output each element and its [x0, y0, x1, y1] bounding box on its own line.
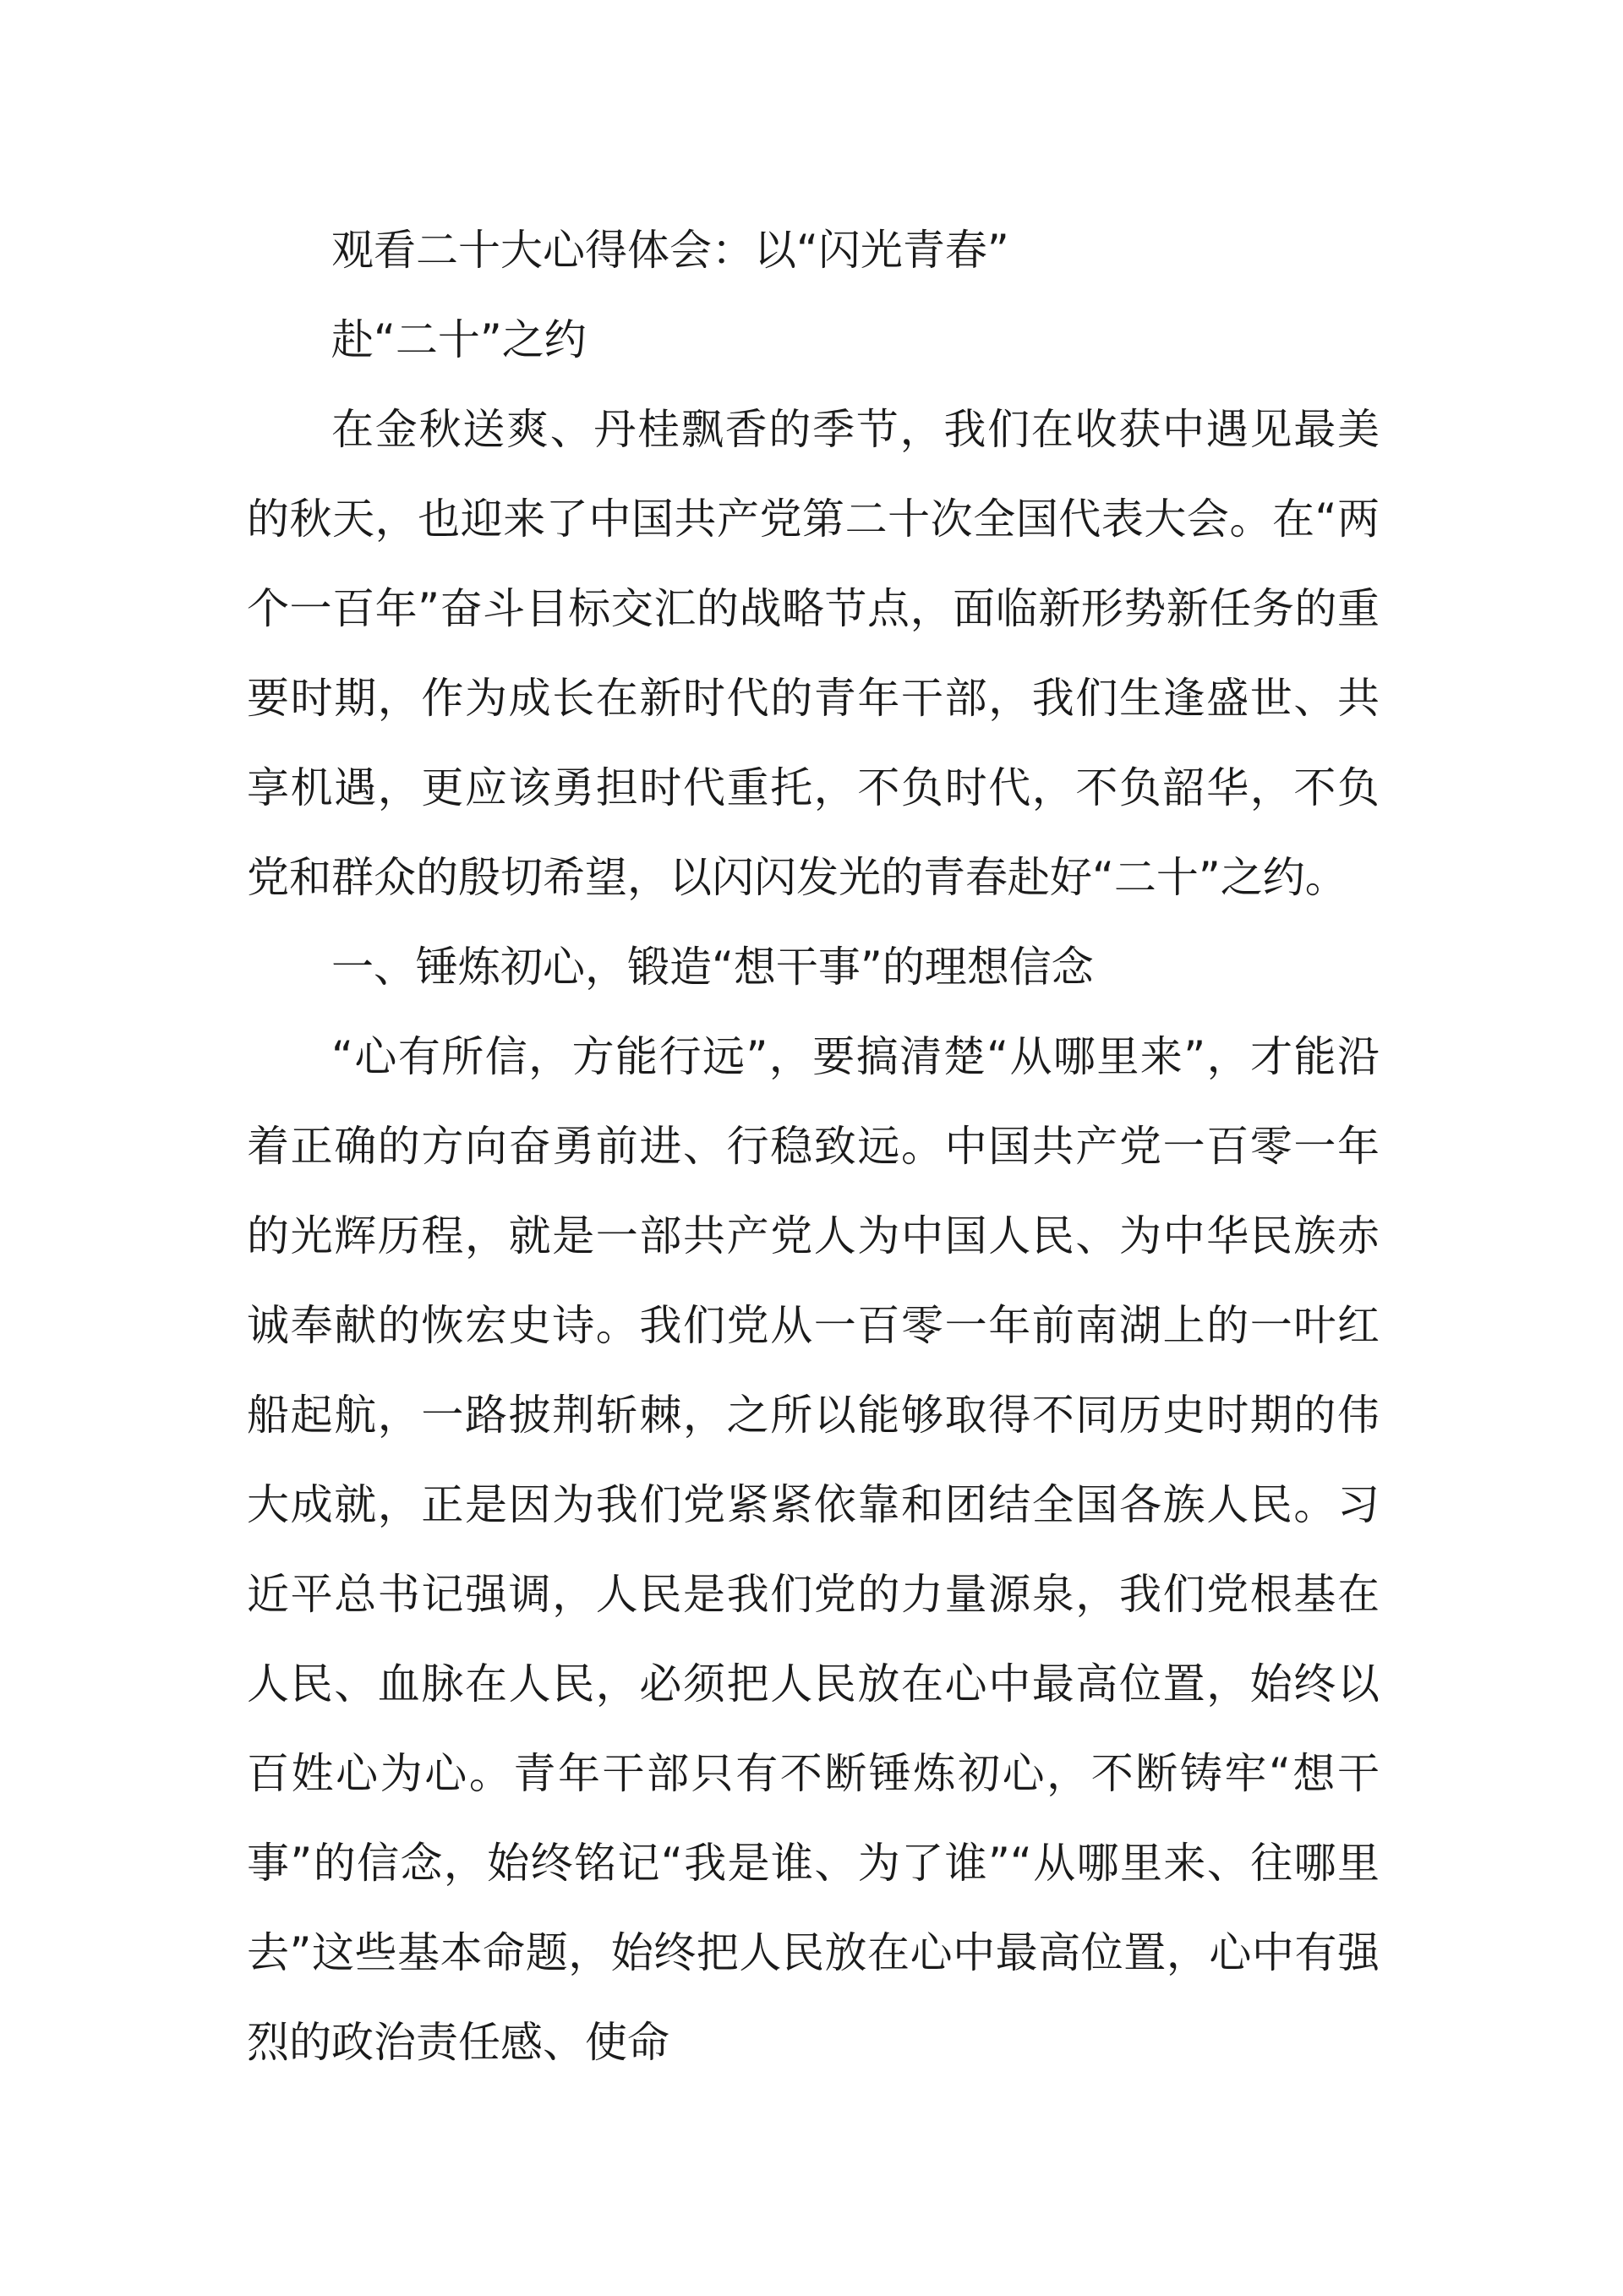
intro-paragraph: 在金秋送爽、丹桂飘香的季节，我们在收获中遇见最美的秋天，也迎来了中国共产党第二十次全国代表大会。在“两个一百年”奋斗目标交汇的战略节点，面临新形势新任务的重要时期，作为成长在新时代的青年干部，我们生逢盛世、共享机遇，更应该勇担时代重托，不负时代，不负韶华，不负党和群众的殷切希望，以闪闪发光的青春赴好“二十”之约。 [247, 405, 1380, 902]
section-1-heading: 一、锤炼初心，锻造“想干事”的理想信念 [331, 943, 1094, 992]
document-body [247, 205, 1380, 2087]
document-title-line-2: 赴“二十”之约 [331, 315, 587, 364]
document-title-line-1: 观看二十大心得体会：以“闪光青春” [331, 226, 1009, 275]
section-1-paragraph: “心有所信，方能行远”，要搞清楚“从哪里来”，才能沿着正确的方向奋勇前进、行稳致远。中国共产党一百零一年的光辉历程，就是一部共产党人为中国人民、为中华民族赤诚奉献的恢宏史诗。我们党从一百零一年前南湖上的一叶红船起航，一路披荆斩棘，之所以能够取得不同历史时期的伟大成就，正是因为我们党紧紧依靠和团结全国各族人民。习近平总书记强调，人民是我们党的力量源泉，我们党根基在人民、血脉在人民，必须把人民放在心中最高位置，始终以百姓心为心。青年干部只有不断锤炼初心，不断铸牢“想干事”的信念，始终铭记“我是谁、为了谁”“从哪里来、往哪里去”这些基本命题，始终把人民放在心中最高位置，心中有强烈的政治责任感、使命 [247, 1032, 1380, 2067]
